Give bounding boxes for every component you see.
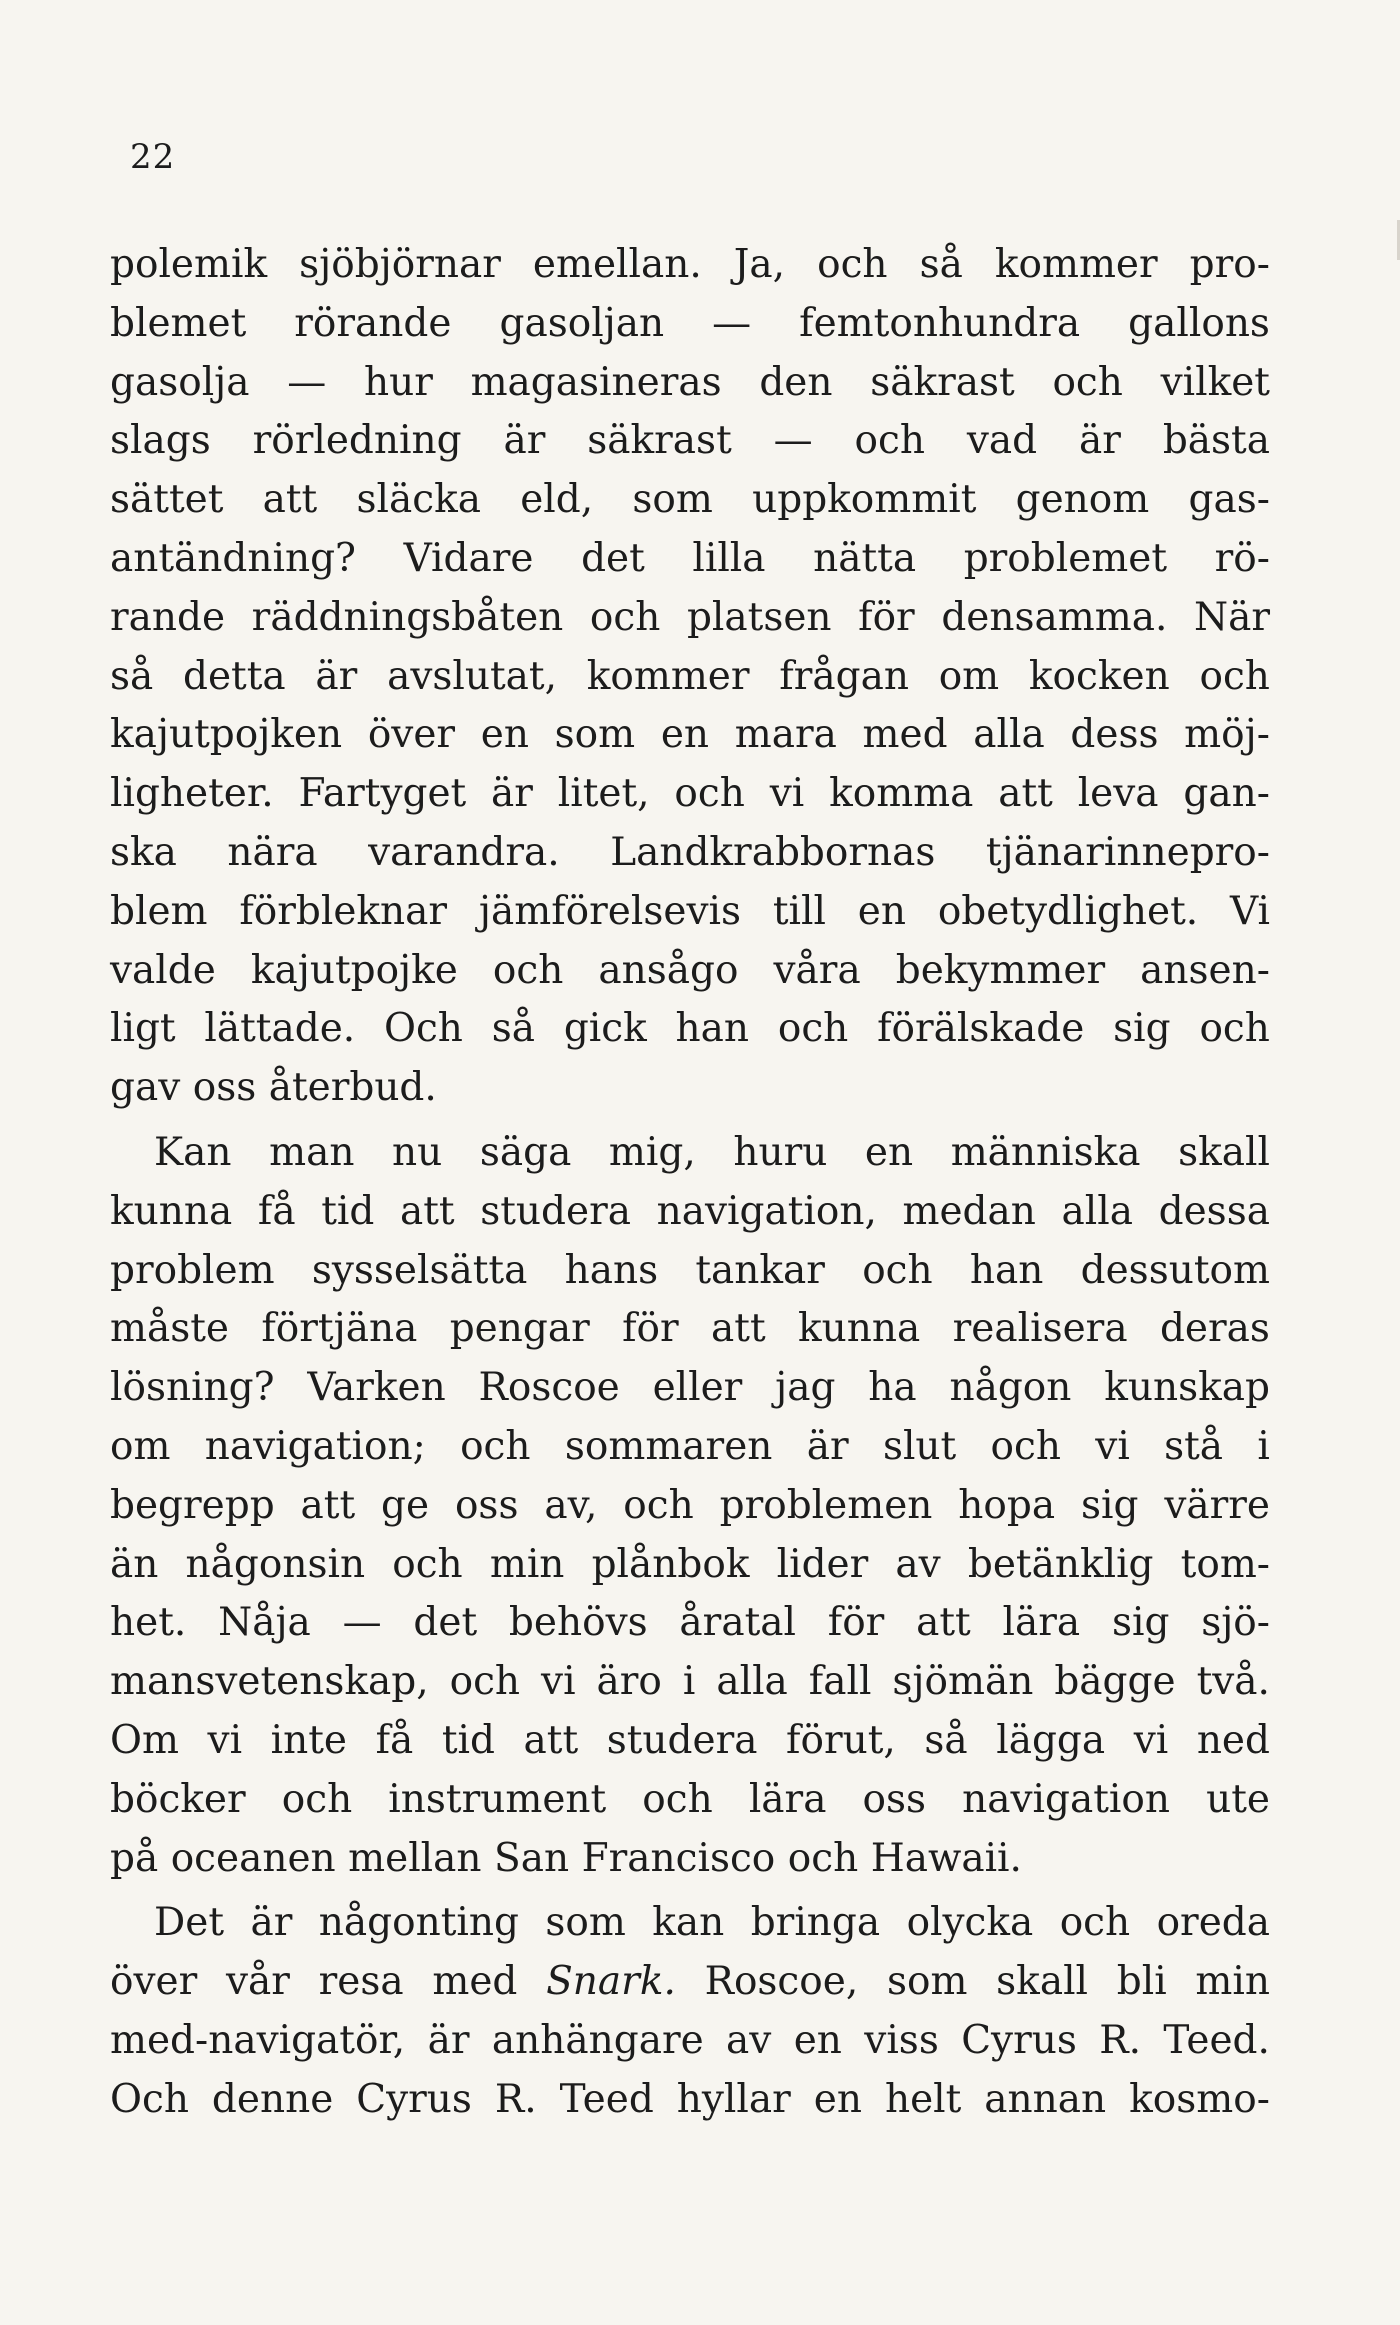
text-line: så detta är avslutat, kommer frågan om kocken och (110, 653, 1270, 699)
text-line: måste förtjäna pengar för att kunna realisera deras (110, 1306, 1270, 1352)
text-line: på oceanen mellan San Francisco och Hawaii. (110, 1835, 1022, 1881)
text-line: över vår resa med Snark. Roscoe, som skall bli min (110, 1959, 1270, 2005)
text-line: ligheter. Fartyget är litet, och vi komma att leva gan- (110, 771, 1270, 817)
text-line: Kan man nu säga mig, huru en människa skall (154, 1129, 1270, 1175)
text-line: gasolja — hur magasineras den säkrast och vilket (110, 359, 1270, 405)
text-line: ska nära varandra. Landkrabbornas tjänarinnepro- (110, 829, 1270, 875)
paragraph (110, 1124, 1270, 1888)
text-line: mansvetenskap, och vi äro i alla fall sjömän bägge två. (110, 1659, 1270, 1705)
text-line: problem sysselsätta hans tankar och han dessutom (110, 1247, 1270, 1293)
text-line: än någonsin och min plånbok lider av betänklig tom- (110, 1541, 1270, 1587)
text-line: slags rörledning är säkrast — och vad är bästa (110, 418, 1270, 464)
text-line: begrepp att ge oss av, och problemen hopa sig värre (110, 1482, 1270, 1528)
text-line: böcker och instrument och lära oss navigation ute (110, 1776, 1270, 1822)
text-line: kajutpojken över en som en mara med alla dess möj- (110, 712, 1270, 758)
text-line: ligt lättade. Och så gick han och förälskade sig och (110, 1006, 1270, 1052)
text-line: Och denne Cyrus R. Teed hyllar en helt annan kosmo- (110, 2076, 1270, 2122)
text-line: sättet att släcka eld, som uppkommit genom gas- (110, 477, 1270, 523)
body-text (110, 236, 1270, 2136)
text-line: polemik sjöbjörnar emellan. Ja, och så kommer pro- (110, 242, 1270, 287)
text-line: Om vi inte få tid att studera förut, så lägga vi ned (110, 1717, 1270, 1763)
text-line: valde kajutpojke och ansågo våra bekymmer ansen- (110, 947, 1270, 993)
text-line: lösning? Varken Roscoe eller jag ha någon kunskap (110, 1365, 1270, 1411)
page-number: 22 (130, 137, 176, 177)
text-line: rande räddningsbåten och platsen för densamma. När (110, 594, 1270, 640)
text-line: gav oss återbud. (110, 1065, 437, 1111)
text-line: med-navigatör, är anhängare av en viss Cyrus R. Teed. (110, 2017, 1270, 2063)
text-line: kunna få tid att studera navigation, medan alla dessa (110, 1188, 1270, 1234)
text-line: Det är någonting som kan bringa olycka och oreda (154, 1900, 1270, 1946)
text-line: antändning? Vidare det lilla nätta problemet rö- (110, 535, 1270, 581)
paragraph (110, 236, 1270, 1118)
text-line: het. Nåja — det behövs åratal för att lära sig sjö- (110, 1600, 1270, 1646)
text-line: blemet rörande gasoljan — femtonhundra gallons (110, 300, 1270, 346)
text-line: om navigation; och sommaren är slut och vi stå i (110, 1423, 1270, 1469)
text-line: blem förbleknar jämförelsevis till en obetydlighet. Vi (110, 888, 1270, 934)
paragraph (110, 1894, 1270, 2129)
